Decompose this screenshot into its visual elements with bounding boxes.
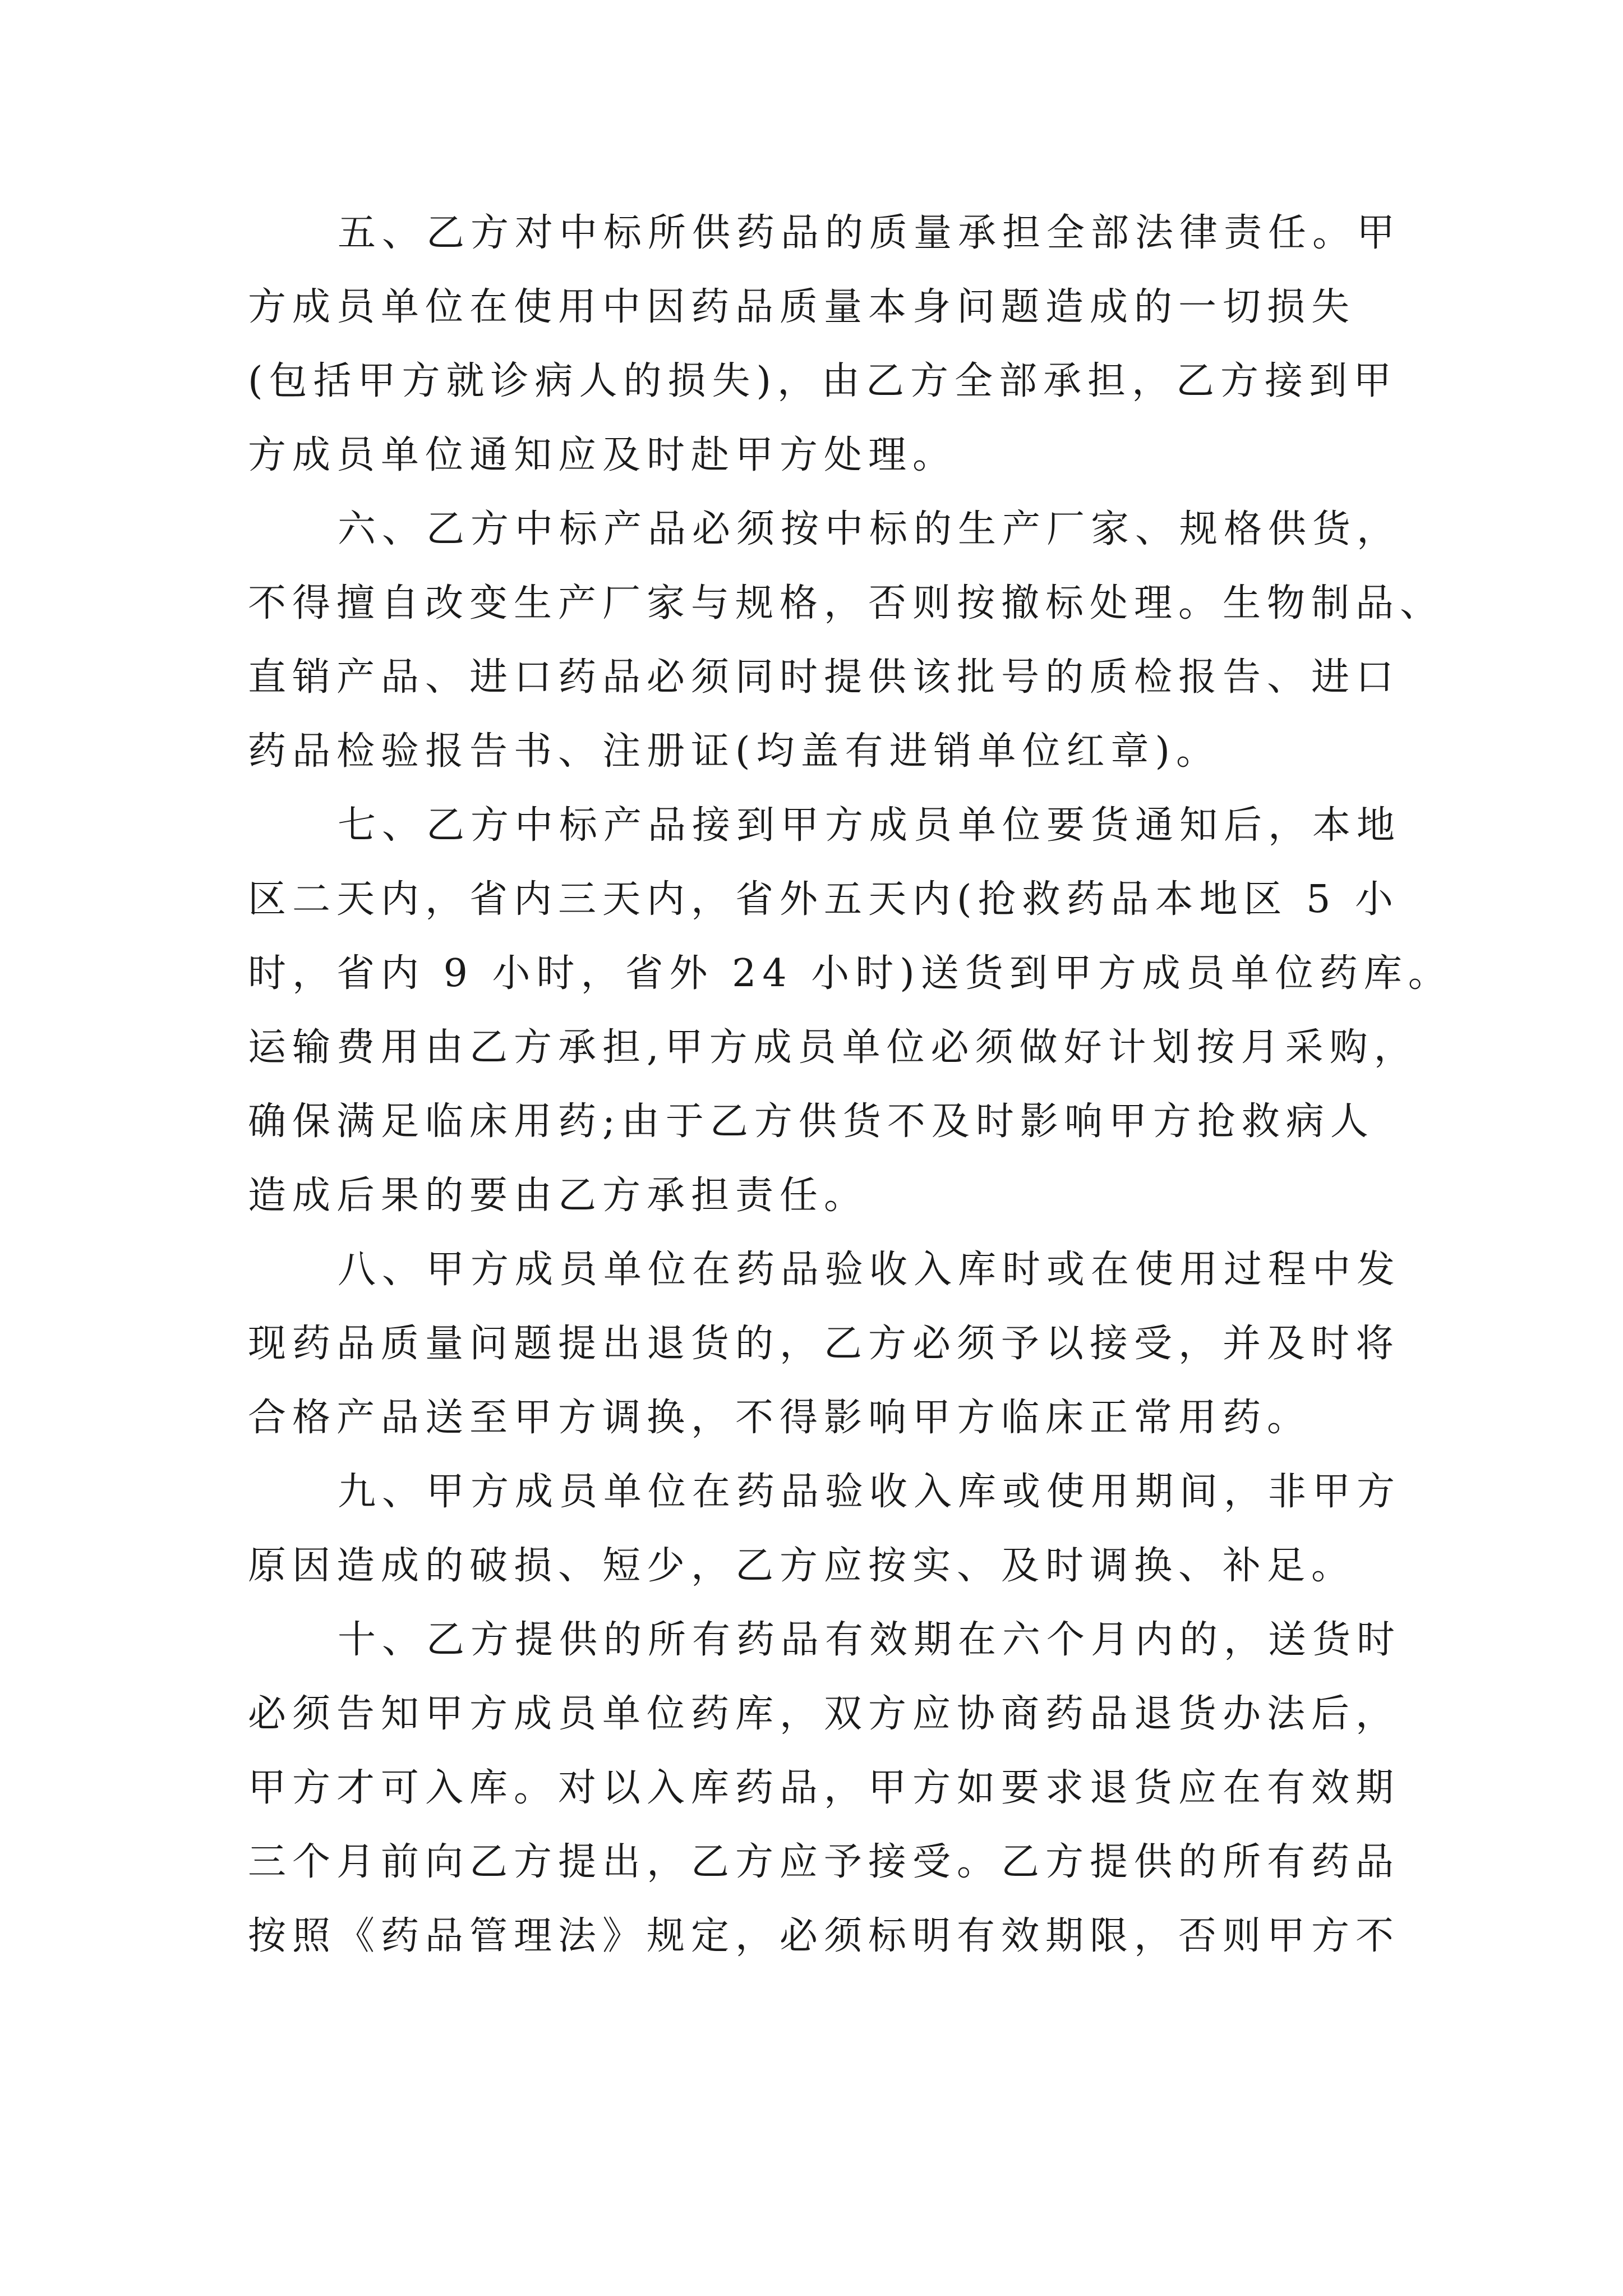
clause-5-line-2: 方成员单位在使用中因药品质量本身问题造成的一切损失 (248, 285, 1356, 329)
clause-5-line-1: 五、乙方对中标所供药品的质量承担全部法律责任。甲 (338, 211, 1401, 255)
clause-7-line-1: 七、乙方中标产品接到甲方成员单位要货通知后，本地 (338, 803, 1401, 848)
clause-10-line-1: 十、乙方提供的所有药品有效期在六个月内的，送货时 (338, 1618, 1401, 1662)
clause-7-line-5: 确保满足临床用药;由于乙方供货不及时影响甲方抢救病人 (248, 1099, 1375, 1144)
clause-6-line-4: 药品检验报告书、注册证(均盖有进销单位红章)。 (248, 729, 1221, 774)
contract-text (248, 196, 1453, 1973)
clause-8-line-2: 现药品质量问题提出退货的，乙方必须予以接受，并及时将 (248, 1322, 1400, 1366)
clause-10-line-5: 按照《药品管理法》规定，必须标明有效期限，否则甲方不 (248, 1914, 1400, 1958)
clause-10-line-3: 甲方才可入库。对以入库药品，甲方如要求退货应在有效期 (248, 1766, 1400, 1810)
clause-6-line-2: 不得擅自改变生产厂家与规格，否则按撤标处理。生物制品、 (248, 581, 1445, 625)
clause-7-line-3: 时，省内 9 小时，省外 24 小时)送货到甲方成员单位药库。 (248, 951, 1453, 996)
clause-8-line-1: 八、甲方成员单位在药品验收入库时或在使用过程中发 (338, 1248, 1401, 1292)
clause-10-line-4: 三个月前向乙方提出，乙方应予接受。乙方提供的所有药品 (248, 1840, 1400, 1884)
clause-7-line-6: 造成后果的要由乙方承担责任。 (248, 1174, 869, 1218)
clause-5-line-4: 方成员单位通知应及时赴甲方处理。 (248, 433, 957, 477)
clause-7-line-4: 运输费用由乙方承担,甲方成员单位必须做好计划按月采购， (248, 1025, 1418, 1070)
clause-6-line-1: 六、乙方中标产品必须按中标的生产厂家、规格供货， (338, 507, 1401, 551)
clause-9-line-2: 原因造成的破损、短少，乙方应按实、及时调换、补足。 (248, 1544, 1356, 1588)
clause-7-line-2: 区二天内，省内三天内，省外五天内(抢救药品本地区 5 小 (248, 877, 1400, 922)
clause-6-line-3: 直销产品、进口药品必须同时提供该批号的质检报告、进口 (248, 655, 1400, 700)
clause-10-line-2: 必须告知甲方成员单位药库，双方应协商药品退货办法后， (248, 1692, 1400, 1736)
clause-5-line-3: (包括甲方就诊病人的损失)，由乙方全部承担，乙方接到甲 (248, 359, 1398, 403)
clause-8-line-3: 合格产品送至甲方调换，不得影响甲方临床正常用药。 (248, 1396, 1312, 1440)
clause-9-line-1: 九、甲方成员单位在药品验收入库或使用期间，非甲方 (338, 1470, 1401, 1514)
